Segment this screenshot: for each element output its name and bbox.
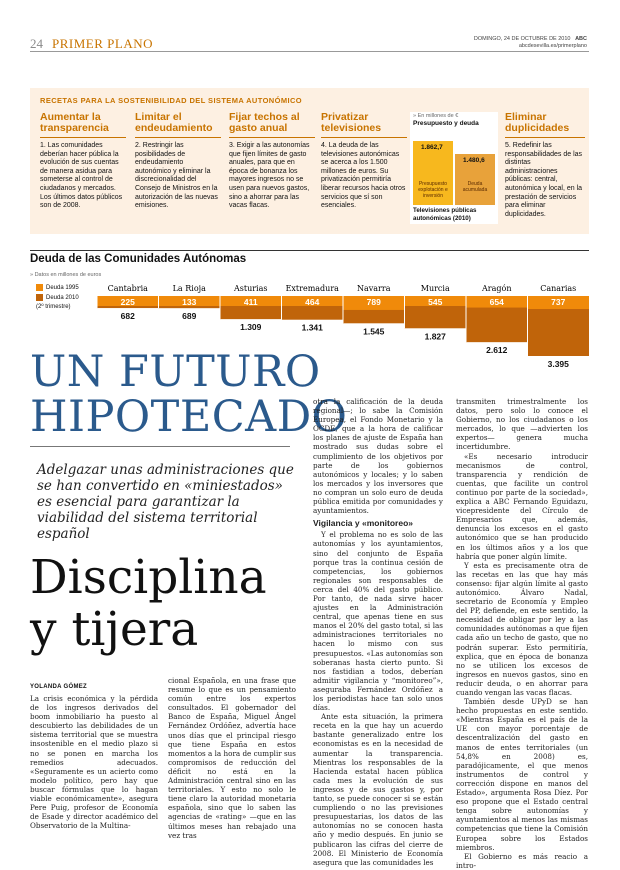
section-title: PRIMER PLANO — [52, 36, 153, 51]
mini-bar-caption: Deuda acumulada — [462, 181, 488, 193]
value-label-2010: 1.827 — [424, 331, 446, 342]
receta-head: Eliminar duplicidades — [505, 111, 570, 134]
paragraph: La crisis económica y la pérdida de los ingresos derivados del boom inmobiliario ha puesto al descubierto las debilidades de un sistema territorial que se muestra insostenible en el medio plazo si no se ponen en marcha los remedios adecuados. «Seguramente es un acierto como modelo político, pero hay que buscar fórmulas que lo hagan viable económicamente», asegura Pere Puig, profesor de Economía de Esade y director académico del Observatorio de la Multina- — [30, 694, 158, 831]
paragraph: También desde UPyD se han hecho propuestas en este sentido. «Mientras España es el país de la UE con mayor porcentaje de descentralización del gasto en manos de entes territoriales (un 54,8% en 2008) es, paradójicamente, el que menos instrumentos de control y corrección dispone en manos del Estado», argumenta Rosa Díez. Por eso propone que el Estado central tenga sobre autonomías y ayuntamientos al menos las mismas competencias que tiene la Comisión Europea sobre los Estados miembros. — [456, 697, 588, 852]
legend-label: Deuda 2010 — [46, 294, 79, 301]
paragraph: otra la calificación de la deuda regional—; lo sabe la Comisión Europea, el Fondo Monetario y la OCDE, que a la hora de calificar los planes de ajuste de España han mostrado sus dudas sobre el cumplimiento de los objetivos por parte de los gobiernos autonómicos y locales; y lo saben los mercados y los inversores que no compran un solo euro de deuda pública emitida por comunidades y ayuntamientos. — [313, 397, 443, 516]
value-label-1995: 464 — [305, 297, 320, 307]
headline-line-2: HIPOTECADO — [30, 392, 348, 442]
category-label: Navarra — [357, 284, 391, 293]
paragraph: Ante esta situación, la primera receta en la que hay un acuerdo bastante generalizado entre los economistas es en la necesidad de aumentar la transparencia. Mientras los responsables de la Hacienda estatal hacen pública cada mes la evolución de sus ingresos y de sus gastos y, por tanto, se puede conocer si se están cumpliendo o no las previsiones presupuestarias, los datos de las autonomías no se conocen hasta año y medio después. En junio se publicaron las cifras del cierre de 2008. El Ministerio de Economía asegura que las comunidades les — [313, 712, 443, 867]
value-label-1995: 225 — [120, 297, 135, 307]
dateline-date: DOMINGO, 24 DE OCTUBRE DE 2010 — [473, 36, 571, 42]
value-label-2010: 682 — [120, 311, 135, 322]
receta-body: 2. Restringir las posibilidades de endeudamiento autonómico y eliminar la discrecionalidad del Consejo de Ministros en la autorización de las nuevas emisiones. — [135, 142, 218, 210]
paragraph: Y el problema no es solo de las autonomías y los ayuntamientos, sino del conjunto de España porque tras la continua cesión de competencias, los gobiernos regionales son responsables de cerca del 40% del gasto público. Por tanto, de nada sirve hacer ajustes en la Administración central, que apenas tiene en sus manos el 20% del gasto total, si las administraciones territoriales no hacen lo mismo con sus presupuestos. «Las autonomías son soberanas hasta cierto punto. Si nos fastidian a todos, deberían admitir vigilancia y “monitoreo”», aseguraba Fernández Ordóñez a los periodistas hace tan solo unos días. — [313, 530, 443, 713]
chart-subtitle: » Datos en millones de euros — [30, 272, 102, 278]
legend-note: (2º trimestre) — [36, 304, 71, 310]
article-column-3 — [313, 397, 443, 867]
category-label: Aragón — [482, 284, 512, 293]
chart-title: Deuda de las Comunidades Autónomas — [30, 253, 247, 265]
mini-bar-value: 1.862,7 — [421, 144, 443, 151]
article-column-4 — [456, 397, 588, 870]
legend-label: Deuda 1995 — [46, 284, 79, 291]
headline-rule — [30, 446, 290, 447]
recetas-title: RECETAS PARA LA SOSTENIBILIDAD DEL SISTEMA AUTONÓMICO — [40, 96, 303, 105]
paragraph: Y esta es precisamente otra de las recetas en las que hay más consenso: fijar algún límite al gasto autonómico. Álvaro Nadal, secretario de Economía y Empleo del PP, defiende, en este sentido, la necesidad de obligar por ley a las comunidades autónomas a que fijen cada año un techo de gasto, que no podrán superar. Esto permitiría, explica, que en época de bonanza no se utilicen los excesos de ingresos en nuevos gastos, sino en reducir deuda, o en ahorrar para cuando vengan las vacas flacas. — [456, 560, 588, 697]
value-label-1995: 654 — [489, 297, 504, 307]
article-deck: Adelgazar unas administraciones que se han convertido en «miniestados» es esencial para garantizar la viabilidad del sistema territorial español — [37, 462, 294, 542]
mini-chart-footer: Televisiones públicas autonómicas (2010) — [413, 207, 477, 222]
receta-head: Limitar el endeudamiento — [135, 111, 213, 134]
receta-head: Aumentar la transparencia — [40, 111, 109, 134]
value-label-1995: 545 — [428, 297, 443, 307]
receta-head: Privatizar televisiones — [321, 111, 382, 134]
article-column-2 — [168, 676, 296, 840]
subheading: Vigilancia y «monitoreo» — [313, 518, 413, 529]
value-label-2010: 1.341 — [301, 322, 323, 333]
receta-body: 1. Las comunidades deberían hacer pública la evolución de sus cuentas de manera asidua para someterse al control de ciudadanos y mercados. Los últimos datos públicos son de 2008. — [40, 142, 123, 210]
value-label-1995: 737 — [551, 297, 566, 307]
value-label-1995: 133 — [182, 297, 197, 307]
receta-body: 5. Redefinir las responsabilidades de las distintas administraciones públicas: central, autonómica y local, en la prestación de servicios para eliminar duplicidades. — [505, 142, 583, 218]
category-label: Murcia — [420, 284, 450, 293]
headline — [30, 347, 348, 442]
article-title — [30, 552, 267, 656]
category-label: Canarias — [540, 284, 577, 293]
paragraph: cional Española, en una frase que resume lo que es un pensamiento común entre los expertos consultados. El gobernador del Banco de España, Miguel Ángel Fernández Ordóñez, advertía hace unos días que el principal riesgo que tiene España en estos momentos a la hora de cumplir sus compromisos de reducción del déficit no está en la Administración central sino en las territoriales. Y esto no solo le tiene claro la autoridad monetaria española, sino que lo saben las agencias de «rating» —que en las últimos meses han rebajado una vez tras — [168, 676, 296, 840]
value-label-1995: 411 — [243, 297, 258, 307]
value-label-2010: 2.612 — [486, 345, 508, 356]
article-title-line-2: y tijera — [30, 602, 199, 657]
receta-head: Fijar techos al gasto anual — [229, 111, 300, 134]
paragraph: «Es necesario introducir mecanismos de control, transparencia y rendición de cuentas, que facilite un control continuo por parte de la sociedad», explica a ABC Fernando Eguidazu, vicepresidente del Círculo de Empresarios que, además, denuncia los excesos en el gasto autonómico que se han producido en los últimos años y a los que habría que poner algún límite. — [456, 451, 588, 561]
article-column-1 — [30, 694, 158, 830]
mini-bar-value: 1.480,6 — [463, 157, 485, 165]
category-label: Asturias — [233, 284, 268, 293]
category-label: La Rioja — [172, 284, 206, 293]
value-label-1995: 789 — [366, 297, 381, 307]
receta-body: 3. Exigir a las autonomías que fijen límites de gasto anuales, para que en época de bonanza los mayores ingresos no se usen para nuevos gastos, sino a ahorrar para las vacas flacas. — [229, 142, 310, 210]
value-label-2010: 1.545 — [363, 326, 385, 337]
value-label-2010: 3.395 — [547, 359, 569, 369]
value-label-2010: 689 — [182, 311, 197, 322]
byline: YOLANDA GÓMEZ — [30, 684, 88, 690]
receta-body: 4. La deuda de las televisiones autonómicas se acerca a los 1.500 millones de euros. Su privatización permitiría liberar recursos hacia otros servicios que sí son esenciales. — [321, 142, 406, 210]
page-number: 24 — [30, 36, 43, 51]
mini-bar-caption: Presupuesto explotación e inversión — [418, 181, 448, 199]
mini-chart-subtitle: » En millones de € — [413, 113, 459, 119]
paragraph: transmiten trimestralmente los datos, pero solo lo conoce el Gobierno, no los ciudadanos o los mercados, lo que —advierten los expertos— genera mucha incertidumbre. — [456, 397, 588, 452]
article-title-line-1: Disciplina — [30, 550, 267, 605]
dateline-url: abcdesevilla.es/primerplano — [518, 43, 587, 49]
headline-line-1: UN FUTURO — [30, 347, 321, 397]
category-label: Extremadura — [285, 284, 339, 293]
mini-chart-title: Presupuesto y deuda — [413, 120, 479, 127]
dateline-brand: ABC — [575, 36, 587, 42]
value-label-2010: 1.309 — [240, 322, 262, 333]
category-label: Cantabria — [107, 284, 148, 293]
paragraph: El Gobierno es más reacio a intro- — [456, 851, 588, 870]
